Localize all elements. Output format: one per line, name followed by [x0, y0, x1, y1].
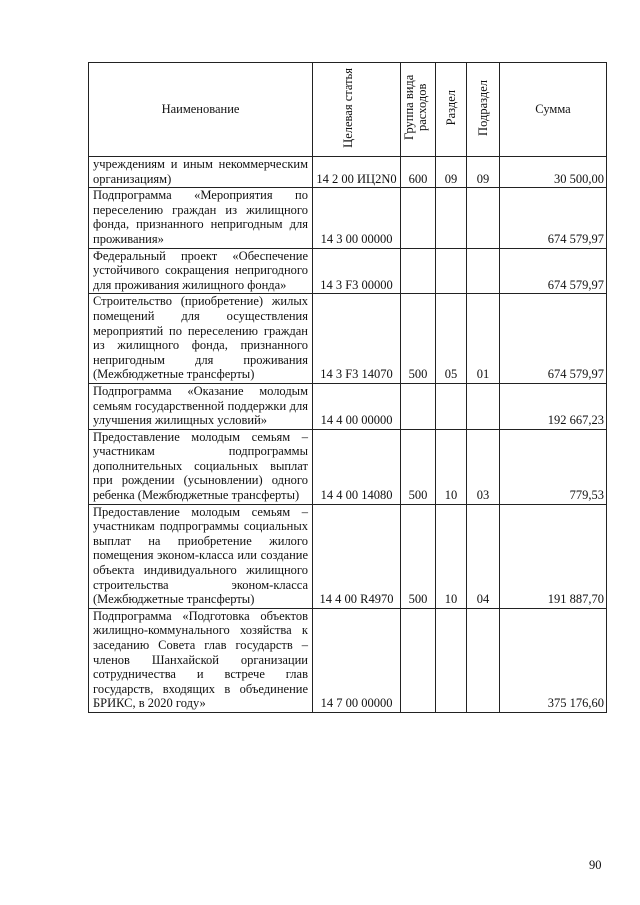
header-subsection: Подраздел	[467, 63, 500, 157]
table-row	[89, 248, 607, 294]
row-group	[401, 383, 436, 429]
header-group: Группа вида расходов	[401, 63, 436, 157]
row-section	[436, 383, 467, 429]
page-number: 90	[589, 858, 602, 872]
row-subsection: 04	[467, 504, 500, 608]
header-section: Раздел	[436, 63, 467, 157]
row-section: 10	[436, 504, 467, 608]
row-target: 14 2 00 ИЦ2N0	[313, 157, 401, 188]
budget-table	[88, 62, 607, 713]
row-section	[436, 188, 467, 248]
row-target: 14 3 F3 00000	[313, 248, 401, 294]
row-target: 14 4 00 R4970	[313, 504, 401, 608]
table-row	[89, 294, 607, 384]
row-section	[436, 248, 467, 294]
table-row	[89, 608, 607, 712]
budget-table-container	[88, 62, 607, 713]
row-group	[401, 248, 436, 294]
row-target: 14 4 00 00000	[313, 383, 401, 429]
header-target: Целевая статья	[313, 63, 401, 157]
row-sum: 192 667,23	[500, 383, 607, 429]
row-target: 14 4 00 14080	[313, 429, 401, 504]
row-subsection: 03	[467, 429, 500, 504]
row-sum: 779,53	[500, 429, 607, 504]
row-section	[436, 608, 467, 712]
table-header-row	[89, 63, 607, 157]
row-subsection: 09	[467, 157, 500, 188]
row-name: Подпрограмма «Подготовка объектов жилищно-коммунального хозяйства к заседанию Совета глав государств – членов Шанхайской организации сотрудничества и встрече глав государств, входящих в объединение БРИКС, в 2020 году»	[89, 608, 313, 712]
row-name: Предоставление молодым семьям – участникам подпрограммы дополнительных социальных выплат при рождении (усыновлении) одного ребенка (Межбюджетные трансферты)	[89, 429, 313, 504]
row-section: 10	[436, 429, 467, 504]
header-sum: Сумма	[500, 63, 607, 157]
row-subsection	[467, 608, 500, 712]
row-sum: 674 579,97	[500, 248, 607, 294]
row-subsection: 01	[467, 294, 500, 384]
row-sum: 191 887,70	[500, 504, 607, 608]
row-sum: 30 500,00	[500, 157, 607, 188]
row-target: 14 7 00 00000	[313, 608, 401, 712]
row-name: Федеральный проект «Обеспечение устойчивого сокращения непригодного для проживания жилищного фонда»	[89, 248, 313, 294]
row-section: 09	[436, 157, 467, 188]
row-name: Подпрограмма «Мероприятия по переселению граждан из жилищного фонда, признанного непригодным для проживания»	[89, 188, 313, 248]
row-group: 500	[401, 429, 436, 504]
row-name: учреждениям и иным некоммерческим организациям)	[89, 157, 313, 188]
table-row	[89, 504, 607, 608]
row-group	[401, 188, 436, 248]
row-name: Строительство (приобретение) жилых помещений для осуществления мероприятий по переселению граждан из жилищного фонда, признанного непригодным для проживания (Межбюджетные трансферты)	[89, 294, 313, 384]
table-row	[89, 383, 607, 429]
header-name: Наименование	[89, 63, 313, 157]
row-target: 14 3 F3 14070	[313, 294, 401, 384]
table-row	[89, 429, 607, 504]
row-group: 500	[401, 294, 436, 384]
row-group	[401, 608, 436, 712]
row-subsection	[467, 248, 500, 294]
row-target: 14 3 00 00000	[313, 188, 401, 248]
row-section: 05	[436, 294, 467, 384]
row-sum: 674 579,97	[500, 188, 607, 248]
table-row	[89, 188, 607, 248]
table-row	[89, 157, 607, 188]
row-name: Предоставление молодым семьям – участникам подпрограммы социальных выплат на приобретение жилого помещения эконом-класса или создание объекта индивидуального жилищного строительства эконом-класса (Межбюджетные трансферты)	[89, 504, 313, 608]
row-group: 600	[401, 157, 436, 188]
row-sum: 674 579,97	[500, 294, 607, 384]
row-subsection	[467, 383, 500, 429]
row-subsection	[467, 188, 500, 248]
row-name: Подпрограмма «Оказание молодым семьям государственной поддержки для улучшения жилищных условий»	[89, 383, 313, 429]
row-group: 500	[401, 504, 436, 608]
row-sum: 375 176,60	[500, 608, 607, 712]
